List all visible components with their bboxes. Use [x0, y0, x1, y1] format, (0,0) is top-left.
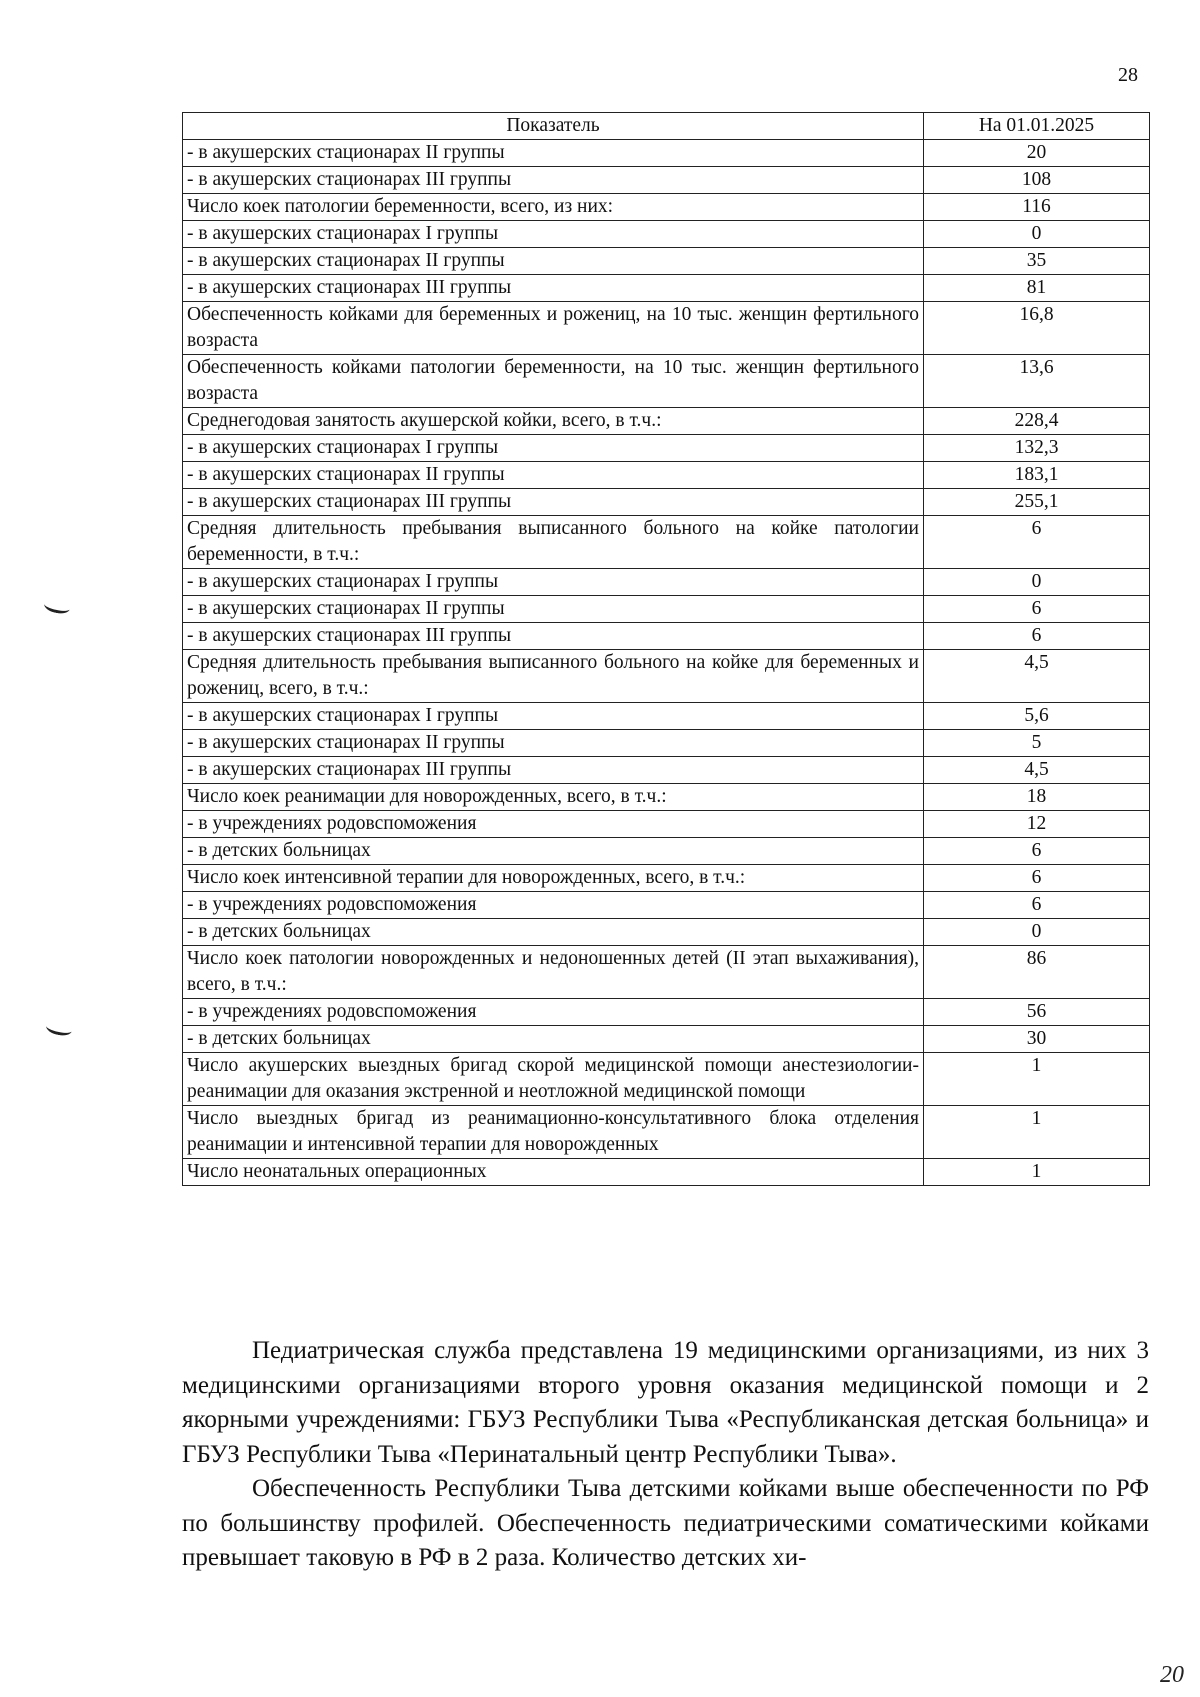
table-row — [183, 248, 1150, 275]
row-label: Число коек интенсивной терапии для новорожденных, всего, в т.ч.: — [183, 865, 924, 892]
row-label: Среднегодовая занятость акушерской койки, всего, в т.ч.: — [183, 408, 924, 435]
row-value: 5,6 — [924, 703, 1150, 730]
table-row — [183, 140, 1150, 167]
row-value: 1 — [924, 1106, 1150, 1159]
row-value: 6 — [924, 516, 1150, 569]
table-row — [183, 167, 1150, 194]
indicators-table — [182, 112, 1150, 1186]
row-value: 1 — [924, 1053, 1150, 1106]
row-value: 18 — [924, 784, 1150, 811]
table-row — [183, 623, 1150, 650]
row-label: - в акушерских стационарах III группы — [183, 167, 924, 194]
table-row — [183, 408, 1150, 435]
table-row — [183, 757, 1150, 784]
header-indicator: Показатель — [183, 113, 924, 140]
row-label: - в акушерских стационарах I группы — [183, 221, 924, 248]
row-value: 228,4 — [924, 408, 1150, 435]
row-value: 108 — [924, 167, 1150, 194]
row-label: Число неонатальных операционных — [183, 1159, 924, 1186]
row-value: 35 — [924, 248, 1150, 275]
row-value: 6 — [924, 596, 1150, 623]
table-row — [183, 650, 1150, 703]
row-value: 56 — [924, 999, 1150, 1026]
table-header-row — [183, 113, 1150, 140]
row-label: - в акушерских стационарах I группы — [183, 569, 924, 596]
row-value: 0 — [924, 569, 1150, 596]
row-value: 5 — [924, 730, 1150, 757]
table-row — [183, 355, 1150, 408]
row-label: - в акушерских стационарах II группы — [183, 730, 924, 757]
table-row — [183, 462, 1150, 489]
table-row — [183, 1053, 1150, 1106]
table-row — [183, 1159, 1150, 1186]
row-value: 16,8 — [924, 302, 1150, 355]
row-label: - в акушерских стационарах III группы — [183, 489, 924, 516]
row-value: 20 — [924, 140, 1150, 167]
row-label: Число коек патологии беременности, всего, из них: — [183, 194, 924, 221]
row-label: Средняя длительность пребывания выписанного больного на койке патологии беременности, в т.ч.: — [183, 516, 924, 569]
row-value: 183,1 — [924, 462, 1150, 489]
row-value: 1 — [924, 1159, 1150, 1186]
table-row — [183, 1026, 1150, 1053]
row-label: - в акушерских стационарах I группы — [183, 435, 924, 462]
row-value: 6 — [924, 838, 1150, 865]
row-value: 0 — [924, 221, 1150, 248]
row-label: - в акушерских стационарах III группы — [183, 757, 924, 784]
row-value: 116 — [924, 194, 1150, 221]
row-value: 6 — [924, 623, 1150, 650]
table-row — [183, 999, 1150, 1026]
row-label: - в учреждениях родовспоможения — [183, 999, 924, 1026]
table-row — [183, 703, 1150, 730]
row-value: 4,5 — [924, 650, 1150, 703]
row-label: - в акушерских стационарах II группы — [183, 462, 924, 489]
table-row — [183, 811, 1150, 838]
row-value: 6 — [924, 892, 1150, 919]
row-label: Обеспеченность койками для беременных и рожениц, на 10 тыс. женщин фертильного возраста — [183, 302, 924, 355]
row-label: - в акушерских стационарах III группы — [183, 275, 924, 302]
row-label: - в учреждениях родовспоможения — [183, 892, 924, 919]
row-label: - в детских больницах — [183, 838, 924, 865]
table-row — [183, 569, 1150, 596]
row-label: Обеспеченность койками патологии беременности, на 10 тыс. женщин фертильного возраста — [183, 355, 924, 408]
row-label: Число выездных бригад из реанимационно-консультативного блока отделения реанимации и интенсивной терапии для новорожденных — [183, 1106, 924, 1159]
row-label: - в детских больницах — [183, 1026, 924, 1053]
table-row — [183, 946, 1150, 999]
table-row — [183, 435, 1150, 462]
row-label: - в акушерских стационарах II группы — [183, 596, 924, 623]
row-label: Число коек реанимации для новорожденных, всего, в т.ч.: — [183, 784, 924, 811]
indicators-table-container — [182, 112, 1149, 1186]
row-label: - в акушерских стационарах II группы — [183, 140, 924, 167]
row-value: 81 — [924, 275, 1150, 302]
paragraph: Обеспеченность Республики Тыва детскими койками выше обеспеченности по РФ по большинству профилей. Обеспеченность педиатрическими соматическими койками превышает таковую в РФ в 2 раза. Количество детских хи- — [182, 1475, 1149, 1571]
row-label: Число коек патологии новорожденных и недоношенных детей (II этап выхаживания), всего, в т.ч.: — [183, 946, 924, 999]
table-row — [183, 221, 1150, 248]
header-date: На 01.01.2025 — [924, 113, 1150, 140]
row-label: - в акушерских стационарах II группы — [183, 248, 924, 275]
row-label: Число акушерских выездных бригад скорой медицинской помощи анестезиологии-реанимации для оказания экстренной и неотложной медицинской помощи — [183, 1053, 924, 1106]
row-value: 30 — [924, 1026, 1150, 1053]
table-row — [183, 596, 1150, 623]
row-value: 132,3 — [924, 435, 1150, 462]
row-value: 86 — [924, 946, 1150, 999]
table-row — [183, 489, 1150, 516]
table-row — [183, 892, 1150, 919]
table-row — [183, 865, 1150, 892]
handwritten-mark: 20 — [1160, 1662, 1184, 1688]
table-row — [183, 1106, 1150, 1159]
table-row — [183, 919, 1150, 946]
table-row — [183, 730, 1150, 757]
row-value: 4,5 — [924, 757, 1150, 784]
row-value: 255,1 — [924, 489, 1150, 516]
row-label: - в детских больницах — [183, 919, 924, 946]
row-value: 6 — [924, 865, 1150, 892]
page-number: 28 — [1118, 64, 1138, 86]
margin-mark — [45, 1019, 73, 1037]
row-value: 0 — [924, 919, 1150, 946]
paragraph: Педиатрическая служба представлена 19 медицинскими организациями, из них 3 медицинскими организациями второго уровня оказания медицинской помощи и 2 якорными учреждениями: ГБУЗ Республики Тыва «Республиканская детская больница» и ГБУЗ Республики Тыва «Перинатальный центр Республики Тыва». — [182, 1337, 1149, 1468]
table-row — [183, 784, 1150, 811]
body-text — [182, 1334, 1149, 1576]
margin-mark — [43, 597, 71, 615]
row-label: - в акушерских стационарах I группы — [183, 703, 924, 730]
row-value: 13,6 — [924, 355, 1150, 408]
row-label: - в акушерских стационарах III группы — [183, 623, 924, 650]
table-row — [183, 516, 1150, 569]
table-row — [183, 302, 1150, 355]
table-body — [183, 140, 1150, 1186]
row-value: 12 — [924, 811, 1150, 838]
row-label: Средняя длительность пребывания выписанного больного на койке для беременных и рожениц, всего, в т.ч.: — [183, 650, 924, 703]
table-row — [183, 838, 1150, 865]
table-row — [183, 194, 1150, 221]
table-row — [183, 275, 1150, 302]
row-label: - в учреждениях родовспоможения — [183, 811, 924, 838]
